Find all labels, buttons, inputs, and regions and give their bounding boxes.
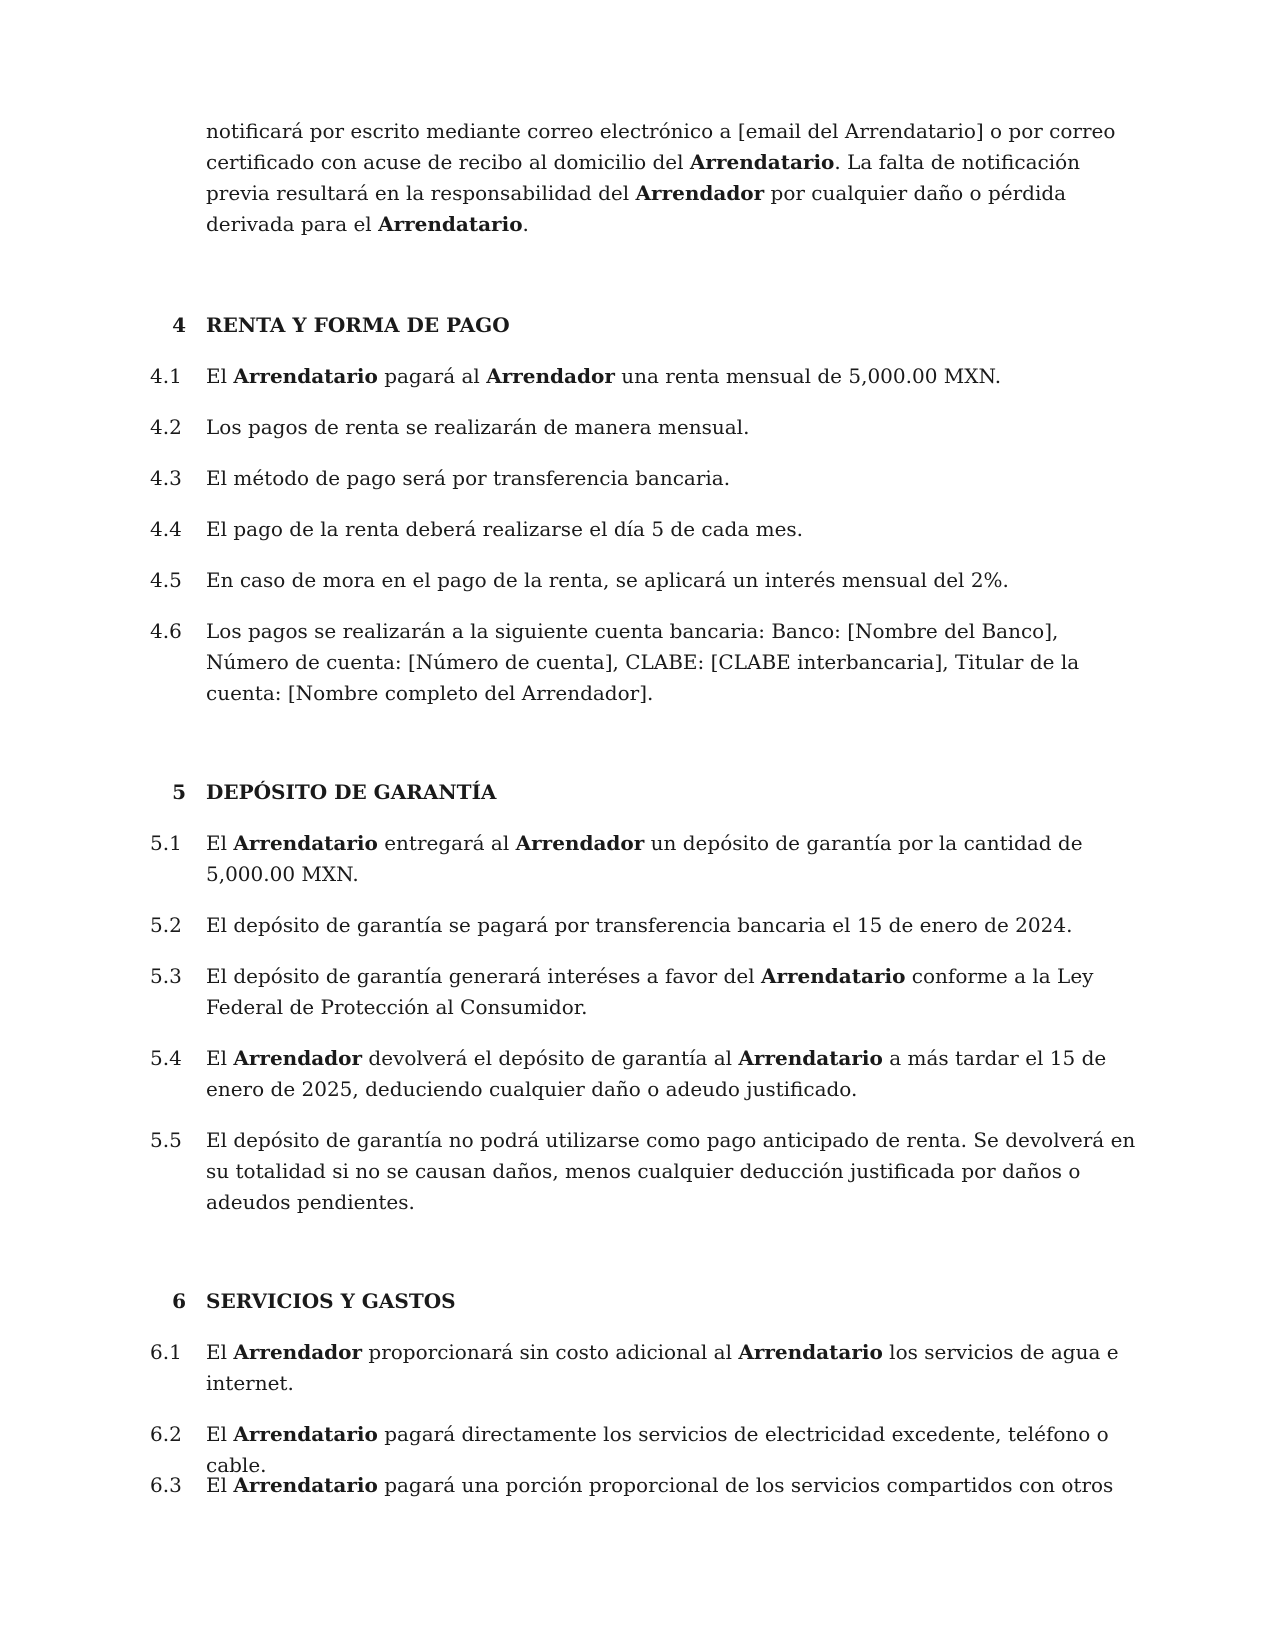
text-run: proporcionará sin costo adicional al	[362, 1340, 739, 1364]
clause-5-5	[150, 1125, 1140, 1218]
clause-text	[206, 828, 1140, 890]
clause-text: Los pagos se realizarán a la siguiente cuenta bancaria: Banco: [Nombre del Banco], Número de cuenta: [Número de cuenta], CLABE: [CLABE interbancaria], Titular de la cuenta: [Nombre completo del Arrendador].	[206, 619, 1080, 705]
party-arrendatario: Arrendatario	[738, 1340, 883, 1364]
clause-4-4	[150, 514, 1140, 545]
clause-4-1	[150, 361, 1140, 392]
party-arrendador: Arrendador	[233, 1046, 363, 1070]
clause-number: 6.3	[150, 1473, 182, 1497]
clause-number: 4.3	[150, 466, 182, 490]
clause-5-3	[150, 961, 1140, 1023]
clause-6-3	[150, 1470, 1140, 1501]
party-arrendatario: Arrendatario	[689, 150, 835, 174]
text-run: El	[206, 1340, 234, 1364]
text-run: El depósito de garantía generará interéses a favor del	[206, 964, 761, 988]
party-arrendatario: Arrendatario	[738, 1046, 883, 1070]
section-heading-6	[150, 1286, 1130, 1317]
text-run: a más tardar el 15 de enero de 2025, deduciendo cualquier daño o adeudo justificado.	[206, 1046, 1107, 1101]
text-run: entregará al	[377, 831, 516, 855]
clause-text	[206, 961, 1140, 1023]
section-number: 6	[172, 1289, 186, 1313]
text-run: conforme a la Ley Federal de Protección al Consumidor.	[206, 964, 1094, 1019]
text-run: devolverá el depósito de garantía al	[362, 1046, 739, 1070]
party-arrendatario: Arrendatario	[233, 364, 378, 388]
text-run: pagará al	[377, 364, 487, 388]
party-arrendatario: Arrendatario	[378, 212, 523, 236]
section-title: RENTA Y FORMA DE PAGO	[206, 313, 510, 337]
text-run: pagará directamente los servicios de electricidad excedente, teléfono o cable.	[206, 1422, 1109, 1477]
party-arrendador: Arrendador	[486, 364, 615, 388]
section-number: 4	[172, 313, 186, 337]
clause-number: 6.2	[150, 1422, 182, 1446]
clause-text	[206, 1043, 1140, 1105]
intro-text-4: .	[522, 212, 529, 236]
text-run: los servicios de agua e internet.	[206, 1340, 1119, 1395]
section-heading-4	[150, 310, 1130, 341]
party-arrendador: Arrendador	[515, 831, 645, 855]
intro-text-3: por cualquier daño o pérdida derivada para el	[206, 181, 1067, 236]
clause-number: 4.6	[150, 619, 182, 643]
intro-paragraph	[206, 116, 1136, 240]
clause-number: 5.4	[150, 1046, 182, 1070]
clause-text: El depósito de garantía no podrá utilizarse como pago anticipado de renta. Se devolverá en su totalidad si no se causan daños, menos cualquier deducción justificada por daños o adeudos pendientes.	[206, 1128, 1136, 1214]
clause-4-3	[150, 463, 1140, 494]
text-run: El	[206, 1473, 234, 1497]
clause-text: En caso de mora en el pago de la renta, se aplicará un interés mensual del 2%.	[206, 568, 1009, 592]
text-run: El	[206, 1046, 234, 1070]
clause-6-1	[150, 1337, 1140, 1399]
clause-4-2	[150, 412, 1140, 443]
section-title: DEPÓSITO DE GARANTÍA	[206, 780, 497, 804]
clause-4-6	[150, 616, 1140, 709]
clause-4-5	[150, 565, 1140, 596]
section-title: SERVICIOS Y GASTOS	[206, 1289, 456, 1313]
party-arrendatario: Arrendatario	[233, 1422, 378, 1446]
clause-text: El método de pago será por transferencia bancaria.	[206, 466, 731, 490]
clause-number: 4.1	[150, 364, 182, 388]
clause-5-4	[150, 1043, 1140, 1105]
clause-number: 5.1	[150, 831, 182, 855]
section-heading-5	[150, 777, 1130, 808]
text-run: un depósito de garantía por la cantidad de 5,000.00 MXN.	[206, 831, 1083, 886]
clause-number: 5.2	[150, 913, 182, 937]
section-number: 5	[172, 780, 186, 804]
clause-text: Los pagos de renta se realizarán de manera mensual.	[206, 415, 750, 439]
clause-number: 5.3	[150, 964, 182, 988]
clause-5-1	[150, 828, 1140, 890]
clause-text: El pago de la renta deberá realizarse el día 5 de cada mes.	[206, 517, 804, 541]
intro-text-2: . La falta de notificación previa resultará en la responsabilidad del	[206, 150, 1081, 205]
clause-number: 4.5	[150, 568, 182, 592]
text-run: El	[206, 831, 234, 855]
clause-number: 4.2	[150, 415, 182, 439]
clause-text	[206, 361, 1140, 392]
clause-text	[206, 1470, 1140, 1501]
text-run: pagará una porción proporcional de los servicios compartidos con otros	[377, 1473, 1114, 1497]
intro-text-1: notificará por escrito mediante correo electrónico a [email del Arrendatario] o por correo certificado con acuse de recibo al domicilio del	[206, 119, 1116, 174]
clause-number: 5.5	[150, 1128, 182, 1152]
clause-number: 4.4	[150, 517, 182, 541]
party-arrendatario: Arrendatario	[233, 831, 378, 855]
text-run: El	[206, 1422, 234, 1446]
clause-5-2	[150, 910, 1140, 941]
party-arrendatario: Arrendatario	[760, 964, 906, 988]
text-run: El	[206, 364, 234, 388]
clause-text	[206, 1337, 1140, 1399]
party-arrendador: Arrendador	[233, 1340, 363, 1364]
party-arrendador: Arrendador	[635, 181, 765, 205]
text-run: una renta mensual de 5,000.00 MXN.	[614, 364, 1002, 388]
clause-text: El depósito de garantía se pagará por transferencia bancaria el 15 de enero de 2024.	[206, 913, 1073, 937]
party-arrendatario: Arrendatario	[233, 1473, 378, 1497]
clause-number: 6.1	[150, 1340, 182, 1364]
